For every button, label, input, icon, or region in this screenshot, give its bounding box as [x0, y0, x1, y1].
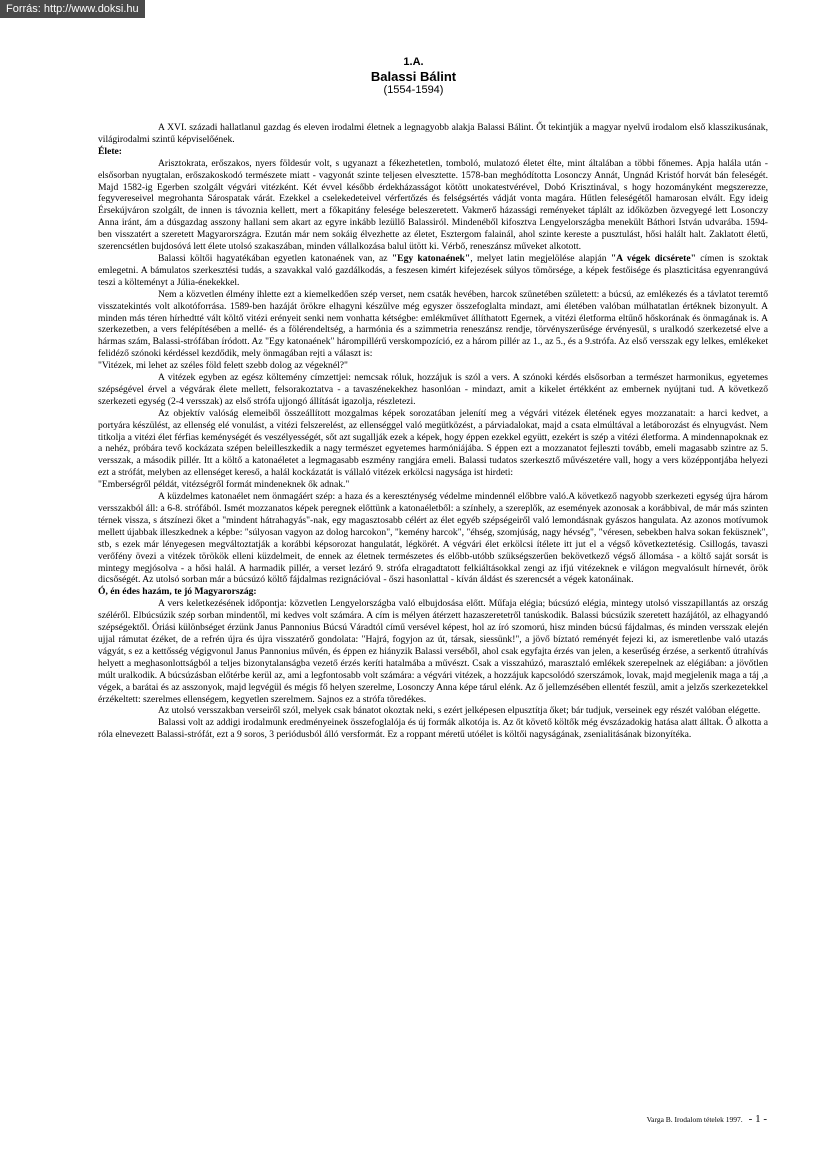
intro-paragraph: A XVI. századi hallatlanul gazdag és eleven irodalmi életnek a legnagyobb alakja Balassi Bálint. Őt tekintjük a magyar nyelvű irodalom első klasszikusának, világirodalmi szintű képviselőének.	[98, 122, 768, 145]
page-footer	[647, 1113, 767, 1125]
poem-title-katonaenek: "Egy katonaének"	[391, 252, 471, 264]
quote-vitezek: "Vitézek, mi lehet az széles föld felett szebb dolog az végeknél?"	[98, 360, 348, 372]
paragraph-text: , melyet latin megjelölése alapján	[470, 252, 611, 264]
page-number: - 1 -	[748, 1113, 767, 1125]
source-badge: Forrás: http://www.doksi.hu	[0, 0, 145, 18]
life-years: (1554-1594)	[383, 84, 444, 96]
document-body	[98, 122, 768, 741]
paragraph-hazam: A vers keletkezésének időpontja: közvetlen Lengyelországba való elbujdosása előtt. Műfaja elégia; búcsúzó elégia, mintegy utolsó visszapillantás az ország széléről. Elbúcsúzik szép sorban mindentől, mi kedves volt számára. A cím is mélyen átérzett hazaszeretetről tanúskodik. Balassi búcsúzik szeretett hazájától, az elhagyandó szépségektől. Óriási különbséget érzünk Janus Pannonius Búcsú Váradtól című versével képest, hol az író szomorú, hisz minden búcsú fájdalmas, és minden versszak elején ujjal rámutat ézéket, de a refrén újra és újra visszatérő gondolata: "Hajrá, fogyjon az út, társak, siessünk!", a jövő bíztató reményét fejezi ki, az ismeretlenbe való utazás vágyát, s ez a kettősség végigvonul Janus Pannonius művén, és éppen ez hiányzik Balassi verséből, ahol csak egyfajta érzés van jelen, a keserűség érzése, a serkentő útrahívás helyett a meghasonlottságból a teljes bizonytalanságba vezető érzés keríti hatalmába a művészt. Csak a visszahúzó, marasztaló emlékek szerepelnek az elégiában: a jövőtlen múlt uralkodik. A búcsúzásban előtérbe kerül az, ami a legfontosabb volt számára: a végvári vitézek, a hozzájuk kapcsolódó szerszámok, lovak, majd megjelenik maga a táj ,a végek, a barátai és az asszonyok, majd legvégül és mégis fő helyen szerelme, Losonczy Anna képe tárul elénk. Az ő jellemzésében ellentét feszül, amit a jelzős szerkezetekkel érzékeltett: szerelmes ellenségem, kegyetlen szerelmem. Sajnos ez a strófa töredékes.	[98, 598, 769, 705]
document-header	[0, 56, 827, 97]
paragraph-osszegez: Balassi volt az addigi irodalmunk eredményeinek összefoglalója és új formák alkotója is. Az őt követő költők még évszázadokig hatása alatt álltak. Ő alkotta a róla elnevezett Balassi-strófát, ezt a 9 soros, 3 periódusból álló versformát. Ez a roppant méretű utóélet is költői nagyságának, zsenialitásának bizonyítéka.	[98, 717, 768, 741]
paragraph-text: címen is szoktak emlegetni. A bámulatos szerkesztési tudás, a szavakkal való gazdálkodás, a feszesen kimért kifejezések súlyos tömörsége, a képek festőisége és plaszticitása egyenrangúvá teszi a költeményt a Júlia-énekekkel.	[98, 252, 768, 288]
section-heading-elete: Élete:	[98, 145, 122, 157]
paragraph-kuzdelmes: A küzdelmes katonaélet nem önmagáért szép: a haza és a kereszténység védelme mindennél előbbre való.A következő nagyobb szerkezeti egység újra három versszakból áll: a 6-8. strófából. Ismét mozzanatos képek peregnek előttünk a katonaéletből: a színhely, a szereplők, az események azonosak a korábbival, de már más szinten térnek vissza, s átszínezi őket a "mindent hátrahagyás"-nak, egy magasztosabb célért az élet egyéb szépségeiről való lemondásnak gyászos hangulata. Az azonos motívumok mellett újabbak illeszkednek a képbe: "súlyosan vagyon az dolog harcokon", "kemény harcok", "éhség, szomjúság, nagy hévség", "véresen, sebekben halva sokan feküsznek", stb, s ezek már lényegesen megváltoztatják a korábbi képsorozat hangulatát, légkörét. A végvári élet erkölcsi ítélete itt jut el a végső következtetésig. Csillogás, tavaszi verőfény övezi a vitézek törökök elleni küzdelmeit, de ennek az életnek természetes és előbb-utóbb szükségszerűen bekövetkező végső állomása - a költő saját sorsát is mintegy megjósolva - a hősi halál. A harmadik pillér, a verset lezáró 9. strófa elragadtatott felkiáltásokkal zengi az ifjú vitézeknek e világon megvalósult hírnevét, örök dicsőségét. Az utolsó sorban már a búcsúzó költő fájdalmas rezignációval - őszi hasonlattal - kíván áldást és szerencsét a végek katonáinak.	[98, 491, 768, 586]
section-heading-hazam: Ó, én édes hazám, te jó Magyarország:	[98, 586, 257, 598]
paragraph-utolso: Az utolsó versszakban verseiről szól, melyek csak bánatot okoztak neki, s ezért jelképesen elpusztítja őket; bár tudjuk, verseinek egy részét valóban elégette.	[158, 705, 761, 717]
paragraph-elmeny: Nem a közvetlen élmény ihlette ezt a kiemelkedően szép verset, nem csaták hevében, harcok szünetében született: a búcsú, az emlékezés és a távlatot teremtő visszatekintés volt alkotóforrása. 1589-ben hazáját örökre elhagyni készülve még egyszer összefoglalta mindazt, ami életében valóban múlhatatlan értéknek bizonyult. A minden más téren hírhedtté vált költő vitézi erényeit senki nem vonhatta kétségbe: emlékművet állíthatott Egernek, a vitézi életforma eltűnő hőskorának és önmagának is. A szerkezetben, a vers felépítésében a mellé- és a fölérendeltség, a harmónia és a szimmetria reneszánsz rendje, törvényszerűsége érvényesül, s uralkodó szerkezetsé elve a hármas szám, Balassi-strófában íródott. Az "Egy katonaének" hárompillérű verskompozíció, ez a három pillér az 1., az 5., és a 9.strófa. Az első versszak egy lelkes, emlékeket felidéző szónoki kérdéssel kezdődik, mely önmagában rejti a választ is:	[98, 288, 768, 360]
paragraph-objektiv: Az objektív valóság elemeiből összeállított mozgalmas képek sorozatában jelenítí meg a végvári vitézek életének egyes mozzanatait: a harci kedvet, a portyára készülést, az ellenség elé vonulást, a vitézi felszerelést, az ellenséggel való megütközést, a párviadalokat, majd a csata elmúltával a letáborozást és elnyugvást. Nem titkolja a vitézi élet férfias keménységét és veszélyességét, sőt azt sugallják ezek a képek, hogy éppen ezekkel együtt, ezekért is szép a vitézi életforma. A mindennapoknak ez a nehéz, próbára tevő kockázata szépen beleilleszkedik a nagy természet egyetemes harmóniájába. S éppen ezt a mozzanatot fejleszti tovább, emeli magasabb szintre az 5. versszak, a második pillér. Itt a költő a katonaéletet a legmagasabb eszmény rangjára emeli. Balassi tudatos szerkesztő művészetére vall, hogy a vers középpontjába helyezi ezt a strófát, melyben az ellenséget kereső, a halál kockázatát is vállaló vitézek erkölcsi nagysága ist hirdeti:	[98, 407, 768, 479]
paragraph-elete: Arisztokrata, erőszakos, nyers földesúr volt, s ugyanazt a fékezhetetlen, tomboló, mulatozó életet élte, mint általában a többi főnemes. Apja halála után - elsősorban nyugtalan, erőszakoskodó természete miatt - vagyonát szinte teljesen elvesztette. 1578-ban meghódította Losonczy Annát, Ungnád Kristóf horvát bán feleségét. Majd 1582-ig Egerben szolgált végvári vitézként. Két évvel később érdekházasságot kötött unokatestvérével, Dobó Krisztinával, s hogy hozományként megszerezze, fegyvereseivel megrohanta Sárospatak várát. Ezekkel a cselekedeteivel vérfertőzés és felségsértés vádját vonta magára. Hűtlen feleségétől hamarosan elvált. Egy ideig Érsekújváron szolgált, de innen is távoznia kellett, mert a főkapitány felesége beleszeretett. Vakmerő házassági reményeket táplált az időközben özvegyegé lett Losonczy Anna iránt, ám a dúsgazdag asszony hallani sem akart az egyre inkább lezüllő Balassiról. Mindenéből kifosztva Lengyelországba menekült Báthori István udvarába. 1594-ben visszatért a szeretett Magyarországra. Ezután már nem sokáig élvezhette az életet, Esztergom falainál, ahol szinte kereste a pusztulást, hősi halált halt. Zaklatott életű, szerencsétlen bujdosóvá lett élete utolsó szakaszában, minden vállalkozása balul ütött ki. Vérbő, reneszánsz műveket alkotott.	[98, 157, 768, 253]
paragraph-text: Balassi költői hagyatékában egyetlen katonaének van, az	[158, 252, 392, 264]
quote-emberseg: "Emberségről példát, vitézségről formát mindeneknek ők adnak."	[98, 479, 350, 491]
poem-title-vegek: "A végek dicsérete"	[610, 252, 696, 264]
topic-number: 1.A.	[403, 56, 424, 68]
page-title: Balassi Bálint	[370, 69, 457, 84]
footer-credit: Varga B. Irodalom tételek 1997.	[646, 1115, 743, 1124]
paragraph-vitezek: A vitézek egyben az egész költemény címzettjei: nemcsak róluk, hozzájuk is szól a vers. A szónoki kérdés elsősorban a természet harmonikus, egyetemes szépségével érvel a végvárak élete mellett, felsorakoztatva - a tavaszénekekhez hasonlóan - mindazt, amit a kikelet értékként az embernek nyújtani tud. A következő szerkezeti egység (2-4 versszak) az első strófa ujjongó állítását igazolja, részletezi.	[98, 372, 768, 407]
paragraph-katonaenek	[98, 253, 768, 289]
